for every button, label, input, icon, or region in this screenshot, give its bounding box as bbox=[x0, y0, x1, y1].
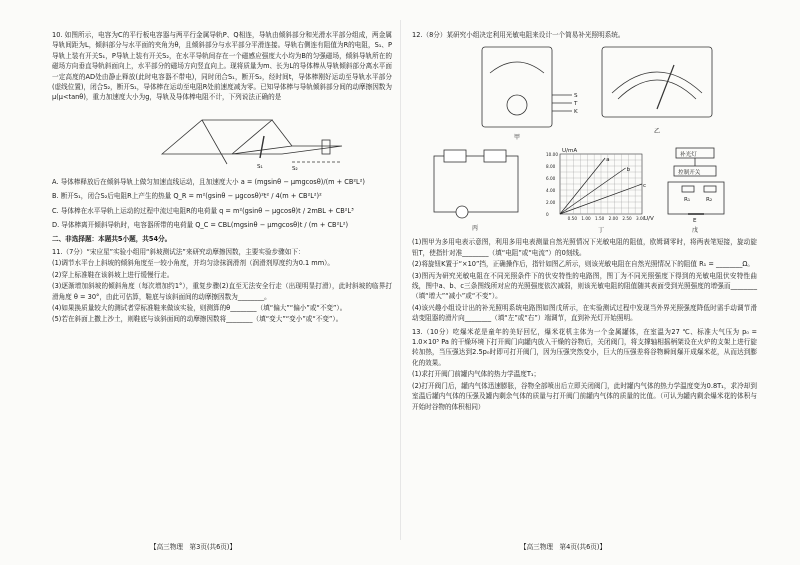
question-11-step: (5)若在斜面上撒上沙土，则鞋底与该斜面间的动摩擦因数将________（填“变大”“变小”或“不变”）。 bbox=[52, 315, 343, 324]
question-11-stem: 11.（7分）“宋应星”实验小组用“斜坡测试法”来研究动摩擦因数，主要实验步骤如下： bbox=[52, 247, 305, 256]
chart-y-tick-label: 4.00 bbox=[546, 188, 556, 194]
question-13-step: (1)求打开阀门前罐内气体的热力学温度T₁； bbox=[412, 370, 541, 379]
chart-series-label: b bbox=[626, 167, 631, 174]
left-column bbox=[52, 30, 392, 326]
question-11-step: (3)逐渐增加斜坡的倾斜角度（每次增加约1°），重复步骤(2)直至无法安全行走（出现明显打滑），此时斜坡的临界打滑角度 θ = 30°，由此可估算，鞋底与该斜面间的动摩擦因数为________。 bbox=[52, 282, 392, 301]
chart-series-label: a bbox=[606, 157, 610, 164]
question-12-step: (3)图丙为研究光敏电阻在不同光照条件下的伏安特性的电路图，图丁为不同光照强度下得到的光敏电阻伏安特性曲线，图中a、b、c三条图线所对应的光照强度依次减弱，则该光敏电阻的阻值随其表面受到光照强度的增强而________（填“增大”“减小”或“不变”）。 bbox=[412, 271, 757, 301]
chart-y-axis-label: U/mA bbox=[562, 148, 578, 155]
circuit-bing-figure bbox=[434, 150, 518, 218]
chart-series-line bbox=[560, 168, 626, 214]
figure-label-rt: R₂ bbox=[706, 197, 713, 204]
chart-x-tick-label: 3.00 bbox=[636, 216, 646, 222]
figure-label-k: K bbox=[574, 109, 578, 116]
question-11-step: (2)穿上标准鞋在该斜坡上进行缓慢行走。 bbox=[52, 270, 174, 279]
chart-y-tick-label: 8.00 bbox=[546, 164, 556, 170]
question-12-figures-bottom bbox=[412, 146, 757, 234]
figure-caption-bing: 丙 bbox=[472, 225, 479, 233]
figure-caption-yi: 乙 bbox=[654, 128, 661, 136]
figure-caption-wu: 戊 bbox=[692, 227, 699, 235]
chart-y-tick-label: 6.00 bbox=[546, 176, 556, 182]
chart-x-tick-label: 0.50 bbox=[567, 216, 577, 222]
question-10-figure bbox=[52, 106, 382, 174]
question-12-stem: 12.（8分）某研究小组决定利用光敏电阻来设计一个简易补光照明系统。 bbox=[412, 31, 625, 39]
figure-label-s1: S₁ bbox=[257, 163, 263, 170]
q10-option-c: C. 导体棒在水平导轨上运动的过程中流过电阻R的电荷量 q = m²(gsinθ − μgcosθ)t / 2mBL + CB²L³ bbox=[52, 206, 354, 215]
chart-series-label: c bbox=[643, 183, 647, 190]
meter-dial-figure bbox=[602, 47, 712, 117]
inclined-rails-drawing bbox=[162, 120, 342, 164]
section-2-heading: 二、非选择题：本题共5小题，共54分。 bbox=[52, 235, 172, 244]
chart-x-tick-label: 2.00 bbox=[608, 216, 618, 222]
chart-y-tick-label: 2.00 bbox=[546, 200, 556, 206]
figure-label-s: S bbox=[574, 93, 578, 100]
chart-y-tick-label: 0 bbox=[546, 212, 549, 218]
question-12-step: (2)将旋钮K置于“×10”挡，正确操作后，指针如图乙所示，则该光敏电阻在自然光照情况下的阻值 R₁ = ________Ω。 bbox=[412, 260, 755, 269]
question-12-step: (4)该兴趣小组设计出的补光照明系统电路图如图戊所示，在实验测试过程中发现当外界光照强度降低时需手动调节滑动变阻器的滑片向________（填“左”或“右”）端调节，直到补光灯开始照明。 bbox=[412, 303, 757, 323]
page-footer-left: 【高三物理 第3页(共6页)】 bbox=[150, 543, 237, 551]
q10-option-d: D. 导体棒离开倾斜导轨时，电容器所带的电荷量 Q_C = CBL(mgsinθ − μmgcosθ)t / (m + CB²L²) bbox=[52, 221, 349, 230]
right-column bbox=[412, 30, 757, 413]
chart-x-tick-label: 2.50 bbox=[622, 216, 632, 222]
page-footer-right: 【高三物理 第4页(共6页)】 bbox=[520, 543, 607, 551]
q10-option-a: A. 导体棒释放后在倾斜导轨上做匀加速直线运动，且加速度大小 a = (mgsinθ − μmgcosθ)/(m + CB²L²) bbox=[52, 177, 365, 186]
chart-y-tick-label: 10.00 bbox=[546, 152, 558, 158]
multimeter-figure bbox=[482, 47, 572, 127]
figure-caption-ding: 丁 bbox=[598, 227, 605, 235]
question-10-number: 10. bbox=[52, 31, 63, 39]
question-10-stem bbox=[52, 30, 392, 103]
q10-option-b: B. 断开S₁，闭合S₂后电阻R上产生的热量 Q_R = m²(gsinθ − μgcosθ)²t² / 4(m + CB²L²)² bbox=[52, 192, 322, 201]
question-12-step: (1)图甲为多用电表示意图，利用多用电表测量自然光照情况下光敏电阻的阻值，欧姆调零时，将两表笔短接，旋动旋钮T，使指针对准________（填“电阻”或“电流”）的0刻线。 bbox=[412, 238, 757, 257]
figure-caption-jia: 甲 bbox=[514, 134, 521, 142]
column-divider bbox=[400, 20, 401, 540]
iv-characteristic-chart bbox=[546, 152, 646, 221]
figure-label-r1: R₁ bbox=[684, 197, 691, 204]
question-12-figures-top bbox=[412, 43, 757, 143]
chart-x-axis-label: U/V bbox=[644, 216, 654, 223]
figure-label-e: E bbox=[693, 218, 697, 225]
figure-label-t: T bbox=[574, 101, 578, 108]
chart-x-tick-label: 1.00 bbox=[581, 216, 591, 222]
question-10-text: 如图所示，电容为C的平行板电容器与两平行金属导轨P、Q相连，导轨由倾斜部分和光滑水平部分组成，两金属导轨间距为L，倾斜部分与水平面的夹角为θ，且倾斜部分与水平部分平滑连接。导轨右侧连有阻值为R的电阻，S₁、P导轨上装有开关S₁，P导轨上装有开关S₂，在水平导轨间存在一个磁感应强度大小均为B的匀强磁场，倾斜导轨所在的磁场方向垂直导轨斜面向上，水平部分的磁场方向竖直向上。现将质量为m、长为L的导体棒从导轨倾斜部分离水平面一定高度的AD处由静止释放(此时电容器不带电)，同时闭合S₁，断开S₂，经时间t，导体棒刚好运动至导轨水平部分(虚线位置)，闭合S₂，断开S₁，导体棒在运动至电阻R处前速度减为零。已知导体棒与导轨倾斜部分间的动摩擦因数为μ(μ<tanθ)，重力加速度大小为g，导轨及导体棒电阻不计，下列说法正确的是 bbox=[52, 31, 392, 102]
question-13-step: (2)打开阀门后，罐内气体迅速膨胀，谷物全部喷出后立即关闭阀门，此时罐内气体的热力学温度变为0.8T₁，求冷却到室温后罐内气体的压强及罐内剩余气体的质量与打开阀门前罐内气体的质量的比值。（可认为罐内剩余爆米花的体积与开始时谷物的体积相同） bbox=[412, 381, 757, 411]
figure-label-switch: 控制开关 bbox=[678, 170, 701, 177]
question-11-step: (1)调节水平台上斜坡的倾斜角度至一较小角度，并均匀涂抹润滑剂（润滑剂厚度约为0.1 mm）。 bbox=[52, 259, 335, 268]
question-13-stem: 13.（10分）吃爆米花是童年的美好回忆，爆米花机主体为一个金属罐体，在室温为27 ℃、标准大气压为 p₀ = 1.0×10⁵ Pa 的干燥环境下打开阀门向罐内放入干燥的谷物后，关闭阀门，将支撑轴相摇柄架设在火炉的支架上进行旋转加热，当压强达到2.5p₀时即可打开阀门，因为压强突然变小，巨大的压强差将谷物瞬间爆开成爆米花，从而达到膨化的效果。 bbox=[412, 327, 757, 367]
figure-label-lamp: 补光灯 bbox=[680, 152, 697, 159]
question-11-step: (4)如果换质量较大的测试者穿标准鞋来做该实验，则测算的θ________（填“偏大”“偏小”或“不变”）。 bbox=[52, 303, 347, 312]
figure-label-s2: S₂ bbox=[292, 165, 298, 172]
chart-x-tick-label: 1.50 bbox=[595, 216, 605, 222]
